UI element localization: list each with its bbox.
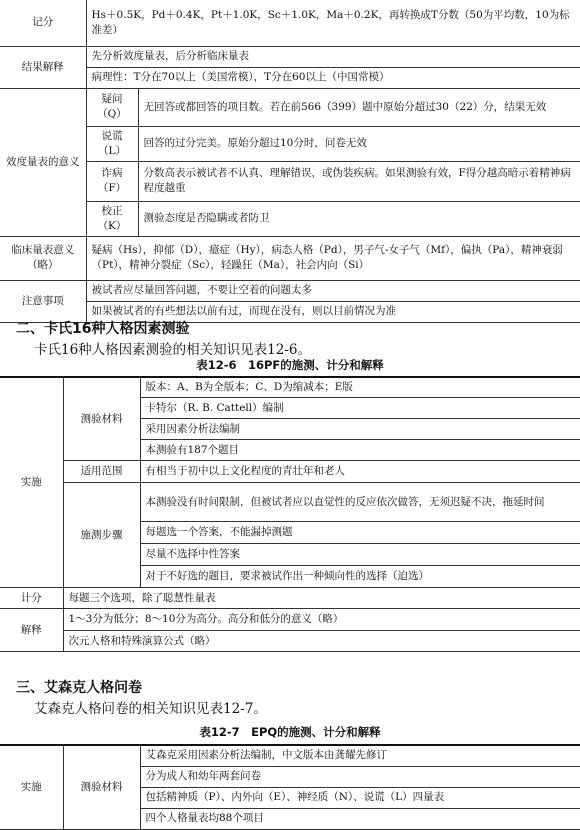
epq-materials-item: 包括精神质（P）、内外向（E）、神经质（N）、说谎（L）四量表 (140, 787, 580, 808)
steps-item: 每题选一个答案，不能漏掉测题 (140, 522, 580, 544)
steps-label: 施测步骤 (63, 483, 140, 588)
validity-name-f: 诈病（F） (86, 161, 138, 201)
materials-item: 卡特尔（R. B. Cattell）编制 (140, 398, 580, 419)
validity-name-l: 说谎（L） (86, 126, 138, 161)
interpretation-a: 先分析效度量表，后分析临床量表 (86, 46, 580, 67)
notes-a: 被试者应尽量回答问题，不要让空着的问题太多 (86, 280, 580, 301)
steps-item: 本测验没有时间限制，但被试者应以直觉性的反应依次做答，无须迟疑不决，拖延时间 (140, 483, 580, 522)
interpretation-b: 病理性：T分在70以上（美国常模），T分在60以上（中国常模） (86, 67, 580, 88)
validity-text-l: 回答的过分完美。原始分超过10分时，问卷无效 (138, 126, 580, 161)
epq-materials-item: 分为成人和幼年两套问卷 (140, 766, 580, 787)
row-label-scoring: 记分 (0, 0, 86, 46)
impl-label: 实施 (0, 377, 63, 588)
materials-item: 采用因素分析法编制 (140, 419, 580, 440)
table-caption-12-7: 表12-7 EPQ的施测、计分和解释 (199, 725, 381, 739)
validity-text-k: 测验态度是否隐瞒或者防卫 (138, 201, 580, 236)
epq-materials-item: 四个人格量表均88个项目 (140, 808, 580, 829)
row-label-validity: 效度量表的意义 (0, 88, 86, 236)
epq-materials-label: 测验材料 (63, 745, 140, 829)
section-paragraph-epq: 艾森克人格问卷的相关知识见表12-7。 (34, 701, 267, 717)
clinical-text: 疑病（Hs），抑郁（D），癔症（Hy），病态人格（Pd），男子气-女子气（Mf），偏执（Pa），精神衰弱（Pt），精神分裂症（Sc），轻躁狂（Ma），社会内向（Si） (86, 236, 580, 280)
validity-name-q: 疑问（Q） (86, 88, 138, 126)
epq-table (0, 744, 580, 830)
validity-name-k: 校正（K） (86, 201, 138, 236)
mmpi-table (0, 0, 580, 323)
row-label-notes: 注意事项 (0, 280, 86, 322)
row-label-interpretation: 结果解释 (0, 46, 86, 88)
section-paragraph-16pf: 卡氏16种人格因素测验的相关知识见表12-6。 (34, 342, 312, 358)
table-caption-12-6: 表12-6 16PF的施测、计分和解释 (196, 358, 384, 372)
interp-a: 1～3分为低分；8～10分为高分。高分和低分的意义（略） (63, 609, 580, 631)
epq-impl-label: 实施 (0, 745, 63, 829)
scoring-text: Hs＋0.5K，Pd＋0.4K，Pt＋1.0K，Sc＋1.0K，Ma＋0.2K，再转换成T分数（50为平均数，10为标准差） (86, 0, 580, 46)
scoring-text: 每题三个选项，除了聪慧性量表 (63, 588, 580, 609)
scope-text: 有相当于初中以上文化程度的青壮年和老人 (140, 461, 580, 483)
interp-b: 次元人格和特殊演算公式（略） (63, 631, 580, 652)
section-heading-epq: 三、艾森克人格问卷 (16, 680, 142, 696)
row-label-clinical: 临床量表意义（略） (0, 236, 86, 280)
steps-item: 对于不好选的题目，要求被试作出一种倾向性的选择（迫选） (140, 566, 580, 588)
section-heading-16pf: 二、卡氏16种人格因素测验 (16, 321, 190, 337)
interp-label: 解释 (0, 609, 63, 652)
scope-label: 适用范围 (63, 461, 140, 483)
notes-b: 如果被试者的有些想法以前有过，而现在没有，则以目前情况为准 (86, 301, 580, 322)
materials-item: 本测验有187个题目 (140, 440, 580, 461)
validity-text-q: 无回答或都回答的项目数。若在前566（399）题中原始分超过30（22）分，结果无效 (138, 88, 580, 126)
16pf-table (0, 376, 580, 652)
validity-text-f: 分数高表示被试者不认真、理解错误，或伪装疾病。如果测验有效，F得分越高暗示着精神病程度越重 (138, 161, 580, 201)
materials-label: 测验材料 (63, 377, 140, 461)
scoring-label: 计分 (0, 588, 63, 609)
steps-item: 尽量不选择中性答案 (140, 544, 580, 566)
materials-item: 版本：A、B为全版本；C、D为缩减本；E版 (140, 377, 580, 398)
epq-materials-item: 艾森克采用因素分析法编制，中文版本由龚耀先修订 (140, 745, 580, 766)
